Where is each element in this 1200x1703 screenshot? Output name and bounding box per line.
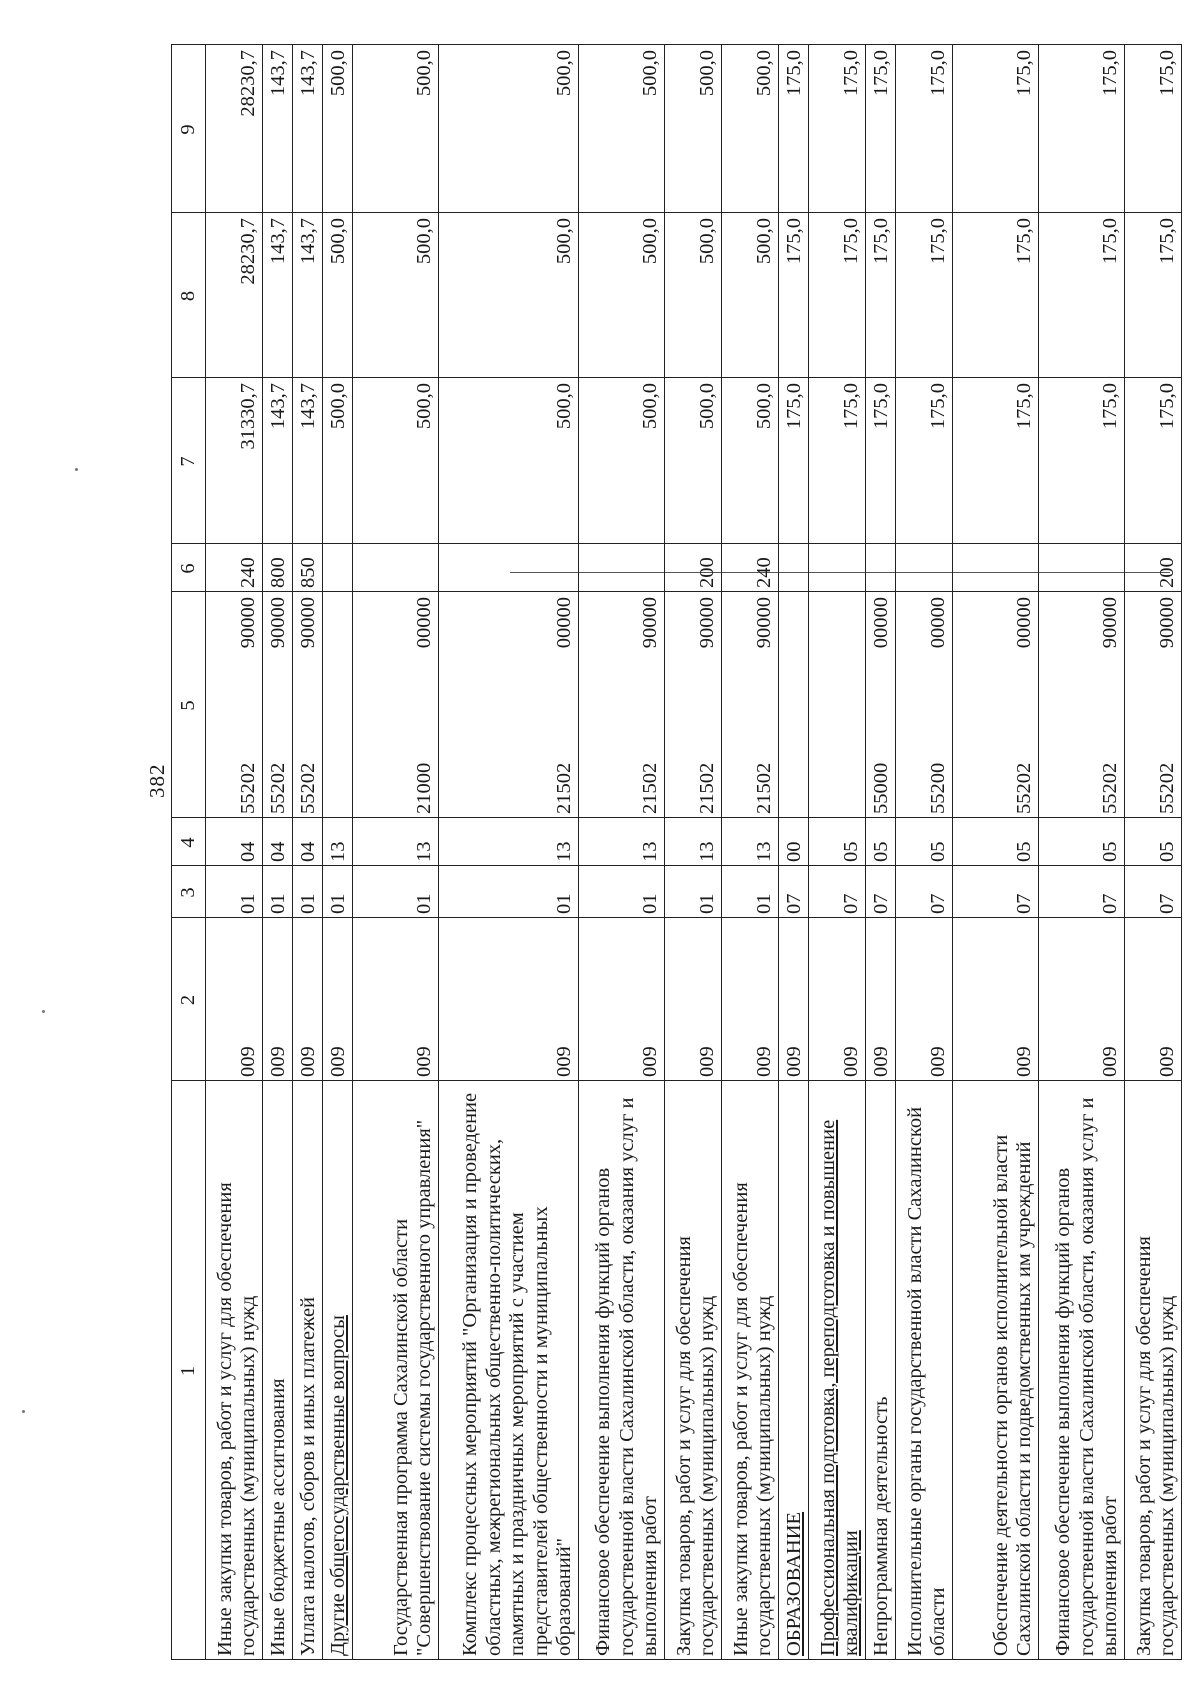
row-col-7: 175,0 — [779, 378, 809, 544]
row-col-4: 04 — [206, 818, 263, 866]
row-col-7: 500,0 — [665, 378, 722, 544]
row-col-9: 175,0 — [809, 45, 866, 213]
row-col-3: 01 — [293, 866, 323, 918]
table-row — [263, 45, 293, 1660]
row-col-5-program: 21502 — [639, 762, 662, 814]
column-header-6: 6 — [172, 544, 206, 592]
row-col-3: 01 — [722, 866, 779, 918]
row-col-4: 04 — [263, 818, 293, 866]
row-col-3: 07 — [866, 866, 896, 918]
row-col-2: 009 — [263, 918, 293, 1081]
column-header-7: 7 — [172, 378, 206, 544]
row-col-6: 240 — [206, 544, 263, 592]
row-col-4: 13 — [323, 818, 353, 866]
row-col-7: 500,0 — [439, 378, 579, 544]
row-col-7: 500,0 — [353, 378, 439, 544]
table-header-row — [172, 45, 206, 1660]
row-col-3: 01 — [439, 866, 579, 918]
row-col-5 — [1039, 592, 1125, 818]
row-col-2: 009 — [722, 918, 779, 1081]
table-row — [206, 45, 263, 1660]
row-col-7: 175,0 — [1039, 378, 1125, 544]
row-col-5-program: 21000 — [413, 762, 436, 814]
row-col-4: 05 — [953, 818, 1039, 866]
column-header-2: 2 — [172, 918, 206, 1081]
row-col-2: 009 — [896, 918, 953, 1081]
row-col-7: 500,0 — [579, 378, 665, 544]
row-col-4: 05 — [1125, 818, 1182, 866]
row-col-5 — [439, 592, 579, 818]
row-name: Закупка товаров, работ и услуг для обеспечения государственных (муниципальных) нужд — [1125, 1081, 1182, 1660]
row-col-3: 01 — [353, 866, 439, 918]
row-col-3: 07 — [1125, 866, 1182, 918]
table-row — [722, 45, 779, 1660]
row-col-6 — [896, 544, 953, 592]
row-col-3: 01 — [206, 866, 263, 918]
row-name: Иные бюджетные ассигнования — [263, 1081, 293, 1660]
row-col-6 — [323, 544, 353, 592]
row-col-8: 175,0 — [896, 213, 953, 378]
row-name: Обеспечение деятельности органов исполнительной власти Сахалинской области и подведомственных им учреждений — [953, 1081, 1039, 1660]
row-col-8: 500,0 — [353, 213, 439, 378]
row-col-6 — [353, 544, 439, 592]
row-col-5-direction: 00000 — [413, 597, 436, 649]
column-header-5: 5 — [172, 592, 206, 818]
row-col-5 — [896, 592, 953, 818]
row-col-2: 009 — [866, 918, 896, 1081]
row-col-5 — [953, 592, 1039, 818]
row-col-8: 500,0 — [722, 213, 779, 378]
row-col-3: 07 — [779, 866, 809, 918]
row-name: Финансовое обеспечение выполнения функций органов государственной власти Сахалинской области, оказания услуг и выполнения работ — [1039, 1081, 1125, 1660]
row-col-2: 009 — [1039, 918, 1125, 1081]
row-name: Другие общегосударственные вопросы — [323, 1081, 353, 1660]
row-col-7: 175,0 — [953, 378, 1039, 544]
row-col-6 — [579, 544, 665, 592]
row-col-9: 500,0 — [353, 45, 439, 213]
row-col-5 — [323, 592, 353, 818]
row-col-6: 200 — [665, 544, 722, 592]
row-col-7: 500,0 — [722, 378, 779, 544]
table-row — [1125, 45, 1182, 1660]
row-name: Иные закупки товаров, работ и услуг для обеспечения государственных (муниципальных) нужд — [206, 1081, 263, 1660]
row-col-5-program: 55202 — [267, 762, 290, 814]
row-col-8: 500,0 — [439, 213, 579, 378]
row-col-5-program: 21502 — [753, 762, 776, 814]
row-col-6 — [953, 544, 1039, 592]
row-col-8: 500,0 — [579, 213, 665, 378]
row-col-2: 009 — [353, 918, 439, 1081]
row-col-2: 009 — [323, 918, 353, 1081]
table-row — [779, 45, 809, 1660]
row-col-5 — [809, 592, 866, 818]
row-col-4: 05 — [809, 818, 866, 866]
row-name: Закупка товаров, работ и услуг для обеспечения государственных (муниципальных) нужд — [665, 1081, 722, 1660]
row-col-4: 13 — [579, 818, 665, 866]
row-col-5-direction: 90000 — [297, 597, 320, 649]
row-col-8: 175,0 — [953, 213, 1039, 378]
row-col-5-program: 55000 — [870, 762, 893, 814]
row-col-7: 175,0 — [1125, 378, 1182, 544]
row-col-6: 200 — [1125, 544, 1182, 592]
row-col-5-direction: 90000 — [267, 597, 290, 649]
row-name: Непрограммная деятельность — [866, 1081, 896, 1660]
row-col-9: 175,0 — [1039, 45, 1125, 213]
row-col-4: 13 — [722, 818, 779, 866]
rotated-page — [115, 45, 1179, 1660]
row-col-2: 009 — [779, 918, 809, 1081]
column-header-4: 4 — [172, 818, 206, 866]
row-col-8: 175,0 — [866, 213, 896, 378]
row-col-3: 07 — [809, 866, 866, 918]
row-col-5 — [1125, 592, 1182, 818]
row-col-5-direction: 90000 — [639, 597, 662, 649]
row-col-5 — [579, 592, 665, 818]
row-col-7: 143,7 — [263, 378, 293, 544]
row-col-9: 500,0 — [439, 45, 579, 213]
row-col-3: 01 — [579, 866, 665, 918]
row-col-9: 175,0 — [1125, 45, 1182, 213]
row-col-7: 31330,7 — [206, 378, 263, 544]
row-col-7: 500,0 — [323, 378, 353, 544]
row-col-7: 143,7 — [293, 378, 323, 544]
row-col-5-program: 21502 — [696, 762, 719, 814]
row-col-5-program: 55202 — [1099, 762, 1122, 814]
row-col-5 — [353, 592, 439, 818]
row-col-5-direction: 90000 — [696, 597, 719, 649]
row-col-9: 175,0 — [779, 45, 809, 213]
row-name: Комплекс процессных мероприятий "Организация и проведение областных, межрегиональных общественно-политических, памятных и праздничных мероприятий с участием представителей общественности и муниципальных образований" — [439, 1081, 579, 1660]
row-col-2: 009 — [579, 918, 665, 1081]
row-col-8: 175,0 — [809, 213, 866, 378]
row-col-8: 28230,7 — [206, 213, 263, 378]
row-col-4: 05 — [1039, 818, 1125, 866]
column-header-8: 8 — [172, 213, 206, 378]
row-col-2: 009 — [206, 918, 263, 1081]
row-col-2: 009 — [665, 918, 722, 1081]
row-col-5 — [722, 592, 779, 818]
row-col-3: 01 — [263, 866, 293, 918]
row-col-3: 07 — [1039, 866, 1125, 918]
scan-speck — [22, 1410, 25, 1413]
row-col-8: 175,0 — [779, 213, 809, 378]
row-col-6 — [439, 544, 579, 592]
row-col-5 — [665, 592, 722, 818]
row-col-6 — [809, 544, 866, 592]
row-col-6: 800 — [263, 544, 293, 592]
row-col-9: 500,0 — [579, 45, 665, 213]
row-col-5-direction: 00000 — [927, 597, 950, 649]
row-col-9: 500,0 — [665, 45, 722, 213]
row-col-9: 175,0 — [866, 45, 896, 213]
table-row — [353, 45, 439, 1660]
row-col-6 — [779, 544, 809, 592]
row-col-2: 009 — [293, 918, 323, 1081]
row-col-7: 175,0 — [896, 378, 953, 544]
row-col-7: 175,0 — [809, 378, 866, 544]
row-col-2: 009 — [953, 918, 1039, 1081]
row-col-5-direction: 90000 — [1099, 597, 1122, 649]
row-col-8: 175,0 — [1039, 213, 1125, 378]
budget-table — [171, 44, 1182, 1660]
column-header-1: 1 — [172, 1081, 206, 1660]
page-number: 382 — [145, 763, 169, 798]
row-col-4: 04 — [293, 818, 323, 866]
row-col-3: 01 — [665, 866, 722, 918]
row-col-4: 13 — [353, 818, 439, 866]
row-col-5-direction: 90000 — [1156, 597, 1179, 649]
row-name: Государственная программа Сахалинской области "Совершенствование системы государственного управления" — [353, 1081, 439, 1660]
row-col-7: 175,0 — [866, 378, 896, 544]
column-header-3: 3 — [172, 866, 206, 918]
row-col-3: 07 — [953, 866, 1039, 918]
scan-speck — [75, 468, 78, 471]
row-col-5-direction: 00000 — [1013, 597, 1036, 649]
row-col-9: 175,0 — [896, 45, 953, 213]
table-body — [206, 45, 1182, 1660]
row-col-9: 143,7 — [263, 45, 293, 213]
row-col-5-direction: 90000 — [237, 597, 260, 649]
row-col-6 — [1039, 544, 1125, 592]
table-row — [665, 45, 722, 1660]
row-col-5 — [779, 592, 809, 818]
row-col-9: 500,0 — [722, 45, 779, 213]
table-row — [896, 45, 953, 1660]
row-col-6: 240 — [722, 544, 779, 592]
row-name: Профессиональная подготовка, переподготовка и повышение квалификации — [809, 1081, 866, 1660]
row-col-9: 143,7 — [293, 45, 323, 213]
table-row — [293, 45, 323, 1660]
row-col-5 — [263, 592, 293, 818]
scan-speck — [42, 1010, 45, 1013]
row-col-9: 175,0 — [953, 45, 1039, 213]
row-col-3: 07 — [896, 866, 953, 918]
table-row — [439, 45, 579, 1660]
row-col-5-program: 55202 — [1013, 762, 1036, 814]
row-col-8: 500,0 — [665, 213, 722, 378]
table-row — [579, 45, 665, 1660]
row-col-4: 13 — [665, 818, 722, 866]
row-name: Исполнительные органы государственной власти Сахалинской области — [896, 1081, 953, 1660]
table-row — [809, 45, 866, 1660]
row-col-8: 143,7 — [263, 213, 293, 378]
row-col-5-program: 21502 — [553, 762, 576, 814]
row-col-2: 009 — [439, 918, 579, 1081]
table-row — [323, 45, 353, 1660]
row-col-2: 009 — [809, 918, 866, 1081]
row-col-8: 500,0 — [323, 213, 353, 378]
row-col-8: 175,0 — [1125, 213, 1182, 378]
row-col-9: 500,0 — [323, 45, 353, 213]
row-col-3: 01 — [323, 866, 353, 918]
row-col-5-program: 55202 — [237, 762, 260, 814]
row-col-6 — [866, 544, 896, 592]
row-col-5-program: 55202 — [1156, 762, 1179, 814]
row-col-2: 009 — [1125, 918, 1182, 1081]
row-name: Финансовое обеспечение выполнения функций органов государственной власти Сахалинской области, оказания услуг и выполнения работ — [579, 1081, 665, 1660]
column-header-9: 9 — [172, 45, 206, 213]
row-col-4: 05 — [866, 818, 896, 866]
row-col-5-program: 55200 — [927, 762, 950, 814]
row-name: Уплата налогов, сборов и иных платежей — [293, 1081, 323, 1660]
row-col-5 — [866, 592, 896, 818]
row-col-4: 13 — [439, 818, 579, 866]
row-col-5-direction: 90000 — [753, 597, 776, 649]
row-col-5-program: 55202 — [297, 762, 320, 814]
table-row — [1039, 45, 1125, 1660]
row-col-5 — [293, 592, 323, 818]
row-col-5-direction: 00000 — [553, 597, 576, 649]
row-col-8: 143,7 — [293, 213, 323, 378]
row-col-9: 28230,7 — [206, 45, 263, 213]
table-row — [953, 45, 1039, 1660]
row-col-4: 00 — [779, 818, 809, 866]
row-name: ОБРАЗОВАНИЕ — [779, 1081, 809, 1660]
row-col-4: 05 — [896, 818, 953, 866]
table-row — [866, 45, 896, 1660]
row-col-6: 850 — [293, 544, 323, 592]
row-col-5-direction: 00000 — [870, 597, 893, 649]
row-name: Иные закупки товаров, работ и услуг для обеспечения государственных (муниципальных) нужд — [722, 1081, 779, 1660]
row-col-5 — [206, 592, 263, 818]
